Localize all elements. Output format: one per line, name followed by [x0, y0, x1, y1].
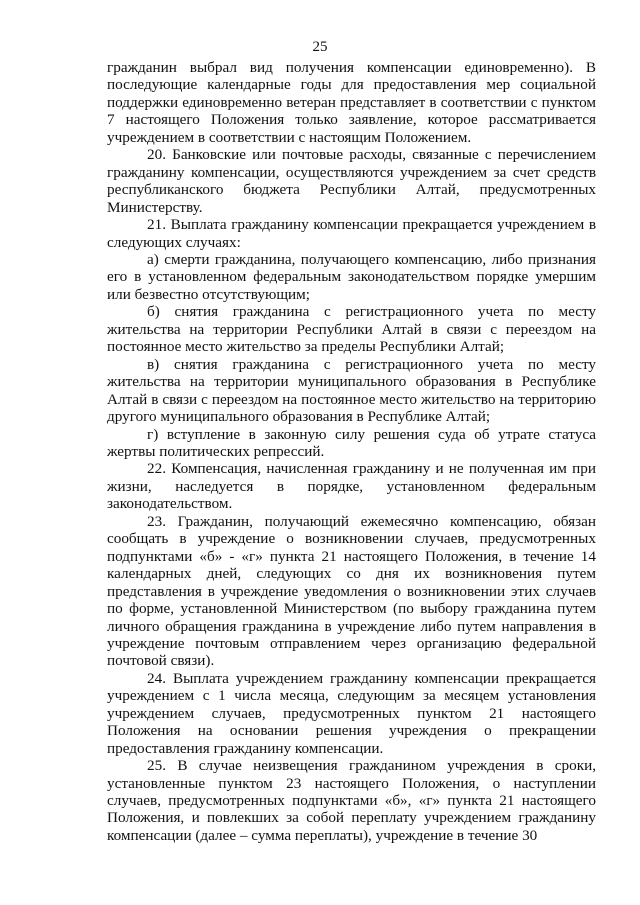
paragraph-24: 24. Выплата учреждением гражданину компенсации прекращается учреждением с 1 числа месяца, следующим за месяцем установления учреждением случаев, предусмотренных пунктом 21 настоящего Положения на основании решения учреждения о прекращении предоставления гражданину компенсации.	[107, 669, 596, 757]
paragraph-21: 21. Выплата гражданину компенсации прекращается учреждением в следующих случаях:	[107, 216, 596, 251]
document-body	[107, 59, 596, 844]
paragraph-21-b: б) снятия гражданина с регистрационного учета по месту жительства на территории Республики Алтай в связи с переездом на постоянное место жительство за пределы Республики Алтай;	[107, 303, 596, 356]
page-number: 25	[312, 39, 328, 55]
paragraph-23: 23. Гражданин, получающий ежемесячно компенсацию, обязан сообщать в учреждение о возникновении случаев, предусмотренных подпунктами «б» - «г» пункта 21 настоящего Положения, в течение 14 календарных дней, следующих со дня их возникновения путем представления в учреждение уведомления о возникновении этих случаев по форме, установленной Министерством (по выбору гражданина путем личного обращения гражданина в учреждение либо путем направления в учреждение почтовым отправлением через организацию федеральной почтовой связи).	[107, 512, 596, 670]
paragraph-20: 20. Банковские или почтовые расходы, связанные с перечислением гражданину компенсации, осуществляются учреждением за счет средств республиканского бюджета Республики Алтай, предусмотренных Министерству.	[107, 146, 596, 216]
paragraph-continuation: гражданин выбрал вид получения компенсации единовременно). В последующие календарные годы для предоставления мер социальной поддержки единовременно ветеран представляет в соответствии с пунктом 7 настоящего Положения только заявление, которое рассматривается учреждением в соответствии с настоящим Положением.	[107, 59, 596, 146]
paragraph-25: 25. В случае неизвещения гражданином учреждения в сроки, установленные пунктом 23 настоящего Положения, о наступлении случаев, предусмотренных подпунктами «б», «г» пункта 21 настоящего Положения, и повлекших за собой переплату учреждением гражданину компенсации (далее – сумма переплаты), учреждение в течение 30	[107, 757, 596, 844]
paragraph-21-g: г) вступление в законную силу решения суда об утрате статуса жертвы политических репрессий.	[107, 425, 596, 460]
paragraph-21-v: в) снятия гражданина с регистрационного учета по месту жительства на территории муниципального образования в Республике Алтай в связи с переездом на постоянное место жительство на территорию другого муниципального образования в Республике Алтай;	[107, 355, 596, 426]
paragraph-21-a: а) смерти гражданина, получающего компенсацию, либо признания его в установленном федеральным законодательством порядке умершим или безвестно отсутствующим;	[107, 250, 596, 303]
paragraph-22: 22. Компенсация, начисленная гражданину и не полученная им при жизни, наследуется в порядке, установленном федеральным законодательством.	[107, 460, 596, 513]
